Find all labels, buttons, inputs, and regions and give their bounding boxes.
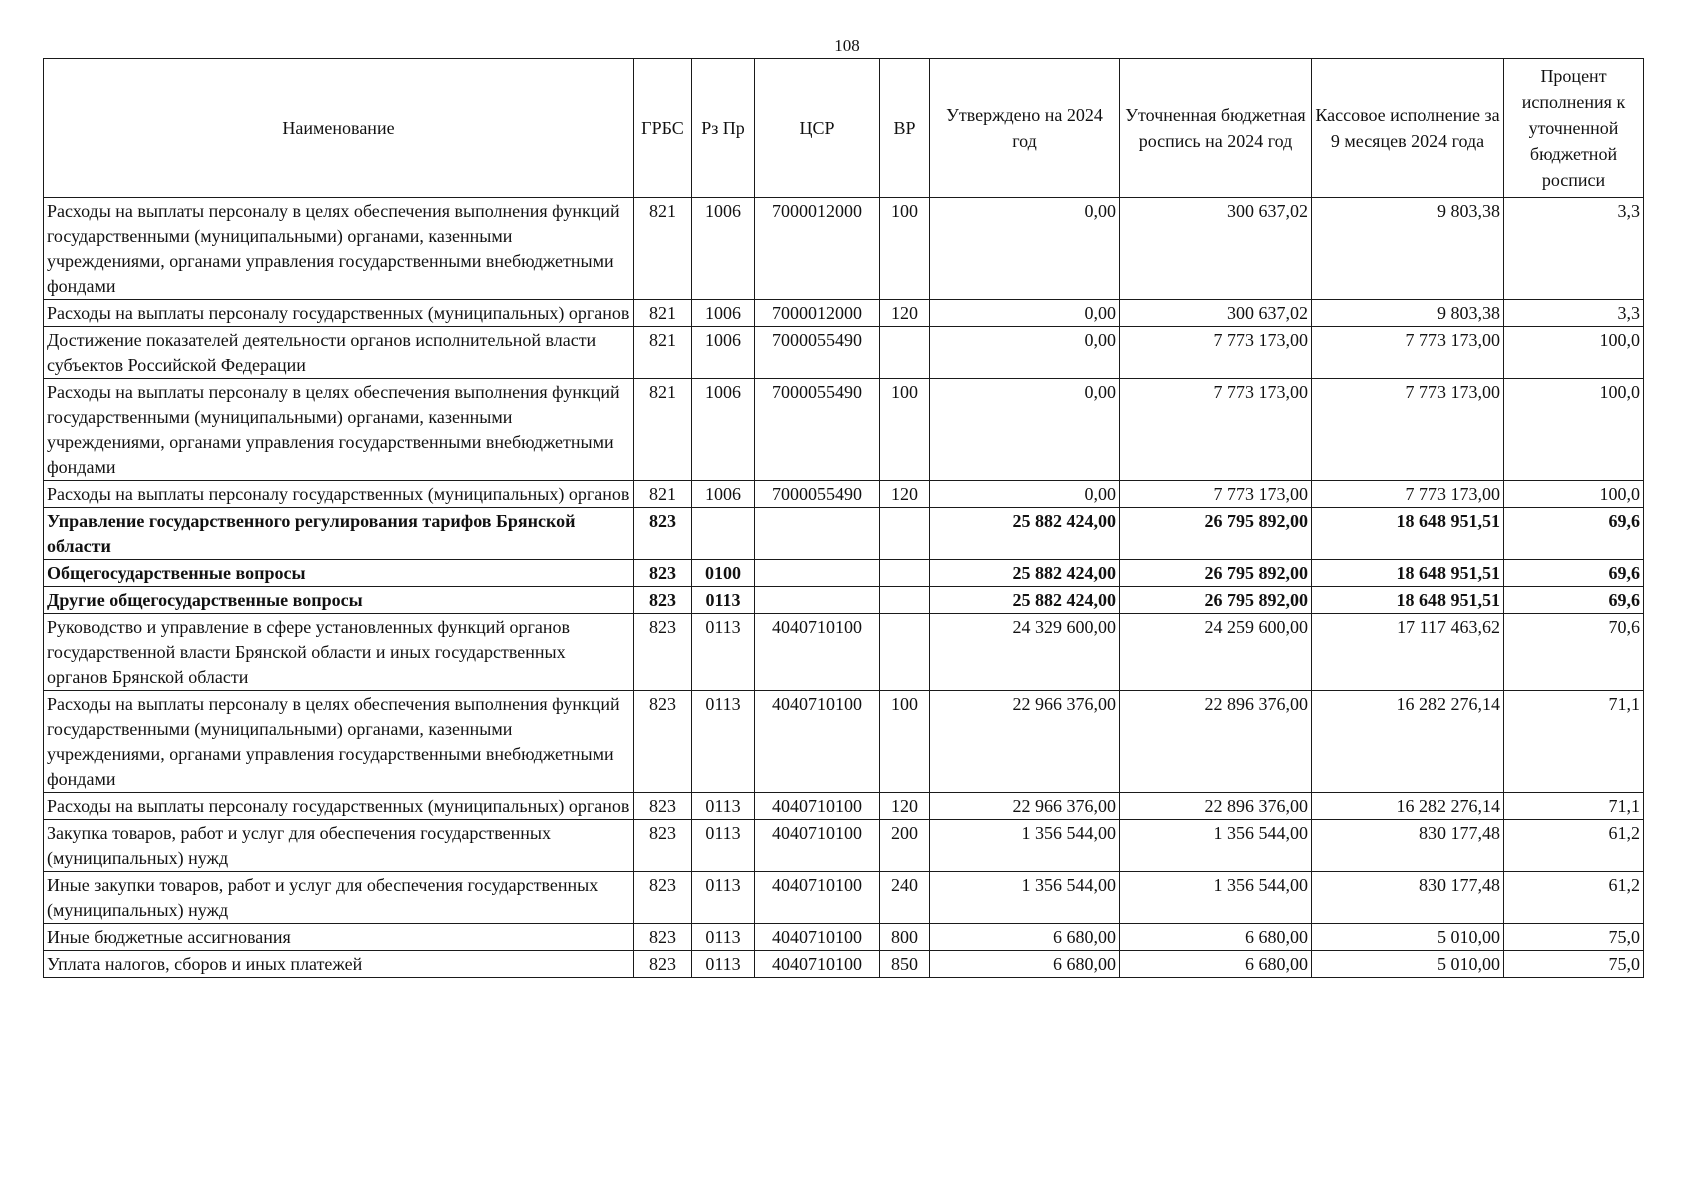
table-row bbox=[44, 924, 1644, 951]
cell-grbs: 821 bbox=[634, 379, 692, 481]
header-rzpr: Рз Пр bbox=[692, 59, 755, 198]
cell-refined: 6 680,00 bbox=[1120, 951, 1312, 978]
cell-csr: 4040710100 bbox=[755, 820, 880, 872]
header-approved: Утверждено на 2024 год bbox=[930, 59, 1120, 198]
cell-grbs: 821 bbox=[634, 198, 692, 300]
cell-csr: 7000055490 bbox=[755, 481, 880, 508]
cell-cash: 18 648 951,51 bbox=[1312, 508, 1504, 560]
cell-csr: 4040710100 bbox=[755, 793, 880, 820]
cell-name: Уплата налогов, сборов и иных платежей bbox=[44, 951, 634, 978]
cell-rzpr bbox=[692, 508, 755, 560]
cell-refined: 26 795 892,00 bbox=[1120, 508, 1312, 560]
table-row bbox=[44, 820, 1644, 872]
cell-csr: 7000055490 bbox=[755, 327, 880, 379]
cell-grbs: 823 bbox=[634, 560, 692, 587]
table-row bbox=[44, 560, 1644, 587]
cell-vr: 100 bbox=[880, 379, 930, 481]
cell-name: Расходы на выплаты персоналу государственных (муниципальных) органов bbox=[44, 793, 634, 820]
cell-vr: 100 bbox=[880, 691, 930, 793]
cell-csr: 4040710100 bbox=[755, 951, 880, 978]
cell-approved: 0,00 bbox=[930, 198, 1120, 300]
budget-table bbox=[43, 58, 1644, 978]
table-row bbox=[44, 481, 1644, 508]
cell-percent: 100,0 bbox=[1504, 379, 1644, 481]
cell-grbs: 821 bbox=[634, 300, 692, 327]
cell-approved: 6 680,00 bbox=[930, 951, 1120, 978]
table-row bbox=[44, 300, 1644, 327]
cell-vr: 120 bbox=[880, 481, 930, 508]
cell-approved: 24 329 600,00 bbox=[930, 614, 1120, 691]
header-grbs: ГРБС bbox=[634, 59, 692, 198]
cell-name: Закупка товаров, работ и услуг для обеспечения государственных (муниципальных) нужд bbox=[44, 820, 634, 872]
cell-csr: 7000012000 bbox=[755, 198, 880, 300]
cell-vr: 120 bbox=[880, 300, 930, 327]
cell-rzpr: 0113 bbox=[692, 924, 755, 951]
cell-name: Расходы на выплаты персоналу государственных (муниципальных) органов bbox=[44, 300, 634, 327]
page-number: 108 bbox=[834, 36, 860, 55]
cell-percent: 61,2 bbox=[1504, 820, 1644, 872]
cell-refined: 26 795 892,00 bbox=[1120, 560, 1312, 587]
cell-rzpr: 0113 bbox=[692, 951, 755, 978]
cell-percent: 69,6 bbox=[1504, 560, 1644, 587]
cell-csr bbox=[755, 587, 880, 614]
cell-rzpr: 0113 bbox=[692, 614, 755, 691]
cell-percent: 100,0 bbox=[1504, 481, 1644, 508]
cell-refined: 6 680,00 bbox=[1120, 924, 1312, 951]
cell-vr: 200 bbox=[880, 820, 930, 872]
cell-name: Общегосударственные вопросы bbox=[44, 560, 634, 587]
cell-cash: 9 803,38 bbox=[1312, 300, 1504, 327]
cell-vr bbox=[880, 614, 930, 691]
cell-refined: 7 773 173,00 bbox=[1120, 327, 1312, 379]
table-header-row bbox=[44, 59, 1644, 198]
cell-cash: 17 117 463,62 bbox=[1312, 614, 1504, 691]
cell-rzpr: 0113 bbox=[692, 820, 755, 872]
cell-rzpr: 1006 bbox=[692, 327, 755, 379]
cell-grbs: 821 bbox=[634, 327, 692, 379]
cell-approved: 0,00 bbox=[930, 300, 1120, 327]
cell-csr bbox=[755, 508, 880, 560]
cell-cash: 830 177,48 bbox=[1312, 872, 1504, 924]
table-row bbox=[44, 872, 1644, 924]
cell-approved: 0,00 bbox=[930, 481, 1120, 508]
cell-name: Расходы на выплаты персоналу в целях обеспечения выполнения функций государственными (муниципальными) органами, казенными учреждениями, органами управления государственными внебюджетными фондами bbox=[44, 198, 634, 300]
cell-percent: 70,6 bbox=[1504, 614, 1644, 691]
cell-grbs: 823 bbox=[634, 614, 692, 691]
cell-approved: 0,00 bbox=[930, 379, 1120, 481]
cell-vr bbox=[880, 508, 930, 560]
cell-cash: 5 010,00 bbox=[1312, 924, 1504, 951]
cell-name: Другие общегосударственные вопросы bbox=[44, 587, 634, 614]
cell-vr: 120 bbox=[880, 793, 930, 820]
cell-percent: 69,6 bbox=[1504, 587, 1644, 614]
cell-name: Руководство и управление в сфере установленных функций органов государственной власти Брянской области и иных государственных органов Брянской области bbox=[44, 614, 634, 691]
cell-vr bbox=[880, 327, 930, 379]
cell-vr: 100 bbox=[880, 198, 930, 300]
cell-refined: 7 773 173,00 bbox=[1120, 379, 1312, 481]
cell-rzpr: 0113 bbox=[692, 587, 755, 614]
cell-cash: 7 773 173,00 bbox=[1312, 481, 1504, 508]
cell-name: Расходы на выплаты персоналу государственных (муниципальных) органов bbox=[44, 481, 634, 508]
cell-grbs: 823 bbox=[634, 924, 692, 951]
cell-grbs: 823 bbox=[634, 793, 692, 820]
header-csr: ЦСР bbox=[755, 59, 880, 198]
table-row bbox=[44, 614, 1644, 691]
cell-csr: 7000055490 bbox=[755, 379, 880, 481]
cell-cash: 16 282 276,14 bbox=[1312, 691, 1504, 793]
cell-percent: 71,1 bbox=[1504, 691, 1644, 793]
cell-cash: 830 177,48 bbox=[1312, 820, 1504, 872]
cell-cash: 18 648 951,51 bbox=[1312, 587, 1504, 614]
cell-grbs: 823 bbox=[634, 951, 692, 978]
cell-csr: 4040710100 bbox=[755, 691, 880, 793]
cell-cash: 18 648 951,51 bbox=[1312, 560, 1504, 587]
cell-cash: 7 773 173,00 bbox=[1312, 327, 1504, 379]
cell-refined: 300 637,02 bbox=[1120, 300, 1312, 327]
header-percent: Процент исполнения к уточненной бюджетной росписи bbox=[1504, 59, 1644, 198]
cell-vr: 800 bbox=[880, 924, 930, 951]
cell-refined: 300 637,02 bbox=[1120, 198, 1312, 300]
cell-cash: 16 282 276,14 bbox=[1312, 793, 1504, 820]
header-name: Наименование bbox=[44, 59, 634, 198]
cell-name: Расходы на выплаты персоналу в целях обеспечения выполнения функций государственными (муниципальными) органами, казенными учреждениями, органами управления государственными внебюджетными фондами bbox=[44, 691, 634, 793]
table-row bbox=[44, 327, 1644, 379]
cell-vr bbox=[880, 587, 930, 614]
cell-rzpr: 1006 bbox=[692, 198, 755, 300]
cell-csr: 4040710100 bbox=[755, 924, 880, 951]
cell-name: Расходы на выплаты персоналу в целях обеспечения выполнения функций государственными (муниципальными) органами, казенными учреждениями, органами управления государственными внебюджетными фондами bbox=[44, 379, 634, 481]
cell-approved: 25 882 424,00 bbox=[930, 587, 1120, 614]
cell-refined: 7 773 173,00 bbox=[1120, 481, 1312, 508]
cell-name: Достижение показателей деятельности органов исполнительной власти субъектов Российской Федерации bbox=[44, 327, 634, 379]
header-cash: Кассовое исполнение за 9 месяцев 2024 года bbox=[1312, 59, 1504, 198]
cell-approved: 0,00 bbox=[930, 327, 1120, 379]
table-body bbox=[44, 198, 1644, 978]
cell-approved: 1 356 544,00 bbox=[930, 820, 1120, 872]
cell-refined: 22 896 376,00 bbox=[1120, 793, 1312, 820]
cell-approved: 25 882 424,00 bbox=[930, 508, 1120, 560]
cell-percent: 75,0 bbox=[1504, 951, 1644, 978]
cell-vr: 240 bbox=[880, 872, 930, 924]
cell-approved: 1 356 544,00 bbox=[930, 872, 1120, 924]
cell-percent: 69,6 bbox=[1504, 508, 1644, 560]
cell-vr bbox=[880, 560, 930, 587]
cell-percent: 3,3 bbox=[1504, 198, 1644, 300]
cell-grbs: 823 bbox=[634, 587, 692, 614]
table-row bbox=[44, 379, 1644, 481]
cell-rzpr: 0113 bbox=[692, 793, 755, 820]
cell-approved: 25 882 424,00 bbox=[930, 560, 1120, 587]
table-row bbox=[44, 587, 1644, 614]
cell-approved: 6 680,00 bbox=[930, 924, 1120, 951]
cell-vr: 850 bbox=[880, 951, 930, 978]
table-row bbox=[44, 793, 1644, 820]
cell-grbs: 823 bbox=[634, 508, 692, 560]
cell-csr: 7000012000 bbox=[755, 300, 880, 327]
cell-percent: 3,3 bbox=[1504, 300, 1644, 327]
cell-rzpr: 0113 bbox=[692, 872, 755, 924]
cell-percent: 75,0 bbox=[1504, 924, 1644, 951]
table-row bbox=[44, 691, 1644, 793]
cell-cash: 7 773 173,00 bbox=[1312, 379, 1504, 481]
cell-cash: 5 010,00 bbox=[1312, 951, 1504, 978]
cell-grbs: 823 bbox=[634, 820, 692, 872]
cell-rzpr: 1006 bbox=[692, 300, 755, 327]
cell-rzpr: 1006 bbox=[692, 481, 755, 508]
cell-approved: 22 966 376,00 bbox=[930, 691, 1120, 793]
cell-percent: 61,2 bbox=[1504, 872, 1644, 924]
cell-rzpr: 1006 bbox=[692, 379, 755, 481]
cell-rzpr: 0100 bbox=[692, 560, 755, 587]
cell-refined: 24 259 600,00 bbox=[1120, 614, 1312, 691]
cell-name: Управление государственного регулирования тарифов Брянской области bbox=[44, 508, 634, 560]
cell-name: Иные бюджетные ассигнования bbox=[44, 924, 634, 951]
cell-rzpr: 0113 bbox=[692, 691, 755, 793]
table-row bbox=[44, 198, 1644, 300]
cell-grbs: 823 bbox=[634, 691, 692, 793]
cell-approved: 22 966 376,00 bbox=[930, 793, 1120, 820]
cell-refined: 1 356 544,00 bbox=[1120, 820, 1312, 872]
cell-refined: 26 795 892,00 bbox=[1120, 587, 1312, 614]
table-row bbox=[44, 508, 1644, 560]
cell-refined: 1 356 544,00 bbox=[1120, 872, 1312, 924]
cell-csr: 4040710100 bbox=[755, 614, 880, 691]
cell-grbs: 823 bbox=[634, 872, 692, 924]
cell-csr bbox=[755, 560, 880, 587]
cell-name: Иные закупки товаров, работ и услуг для обеспечения государственных (муниципальных) нужд bbox=[44, 872, 634, 924]
cell-percent: 100,0 bbox=[1504, 327, 1644, 379]
header-refined: Уточненная бюджетная роспись на 2024 год bbox=[1120, 59, 1312, 198]
cell-percent: 71,1 bbox=[1504, 793, 1644, 820]
cell-grbs: 821 bbox=[634, 481, 692, 508]
cell-csr: 4040710100 bbox=[755, 872, 880, 924]
cell-cash: 9 803,38 bbox=[1312, 198, 1504, 300]
header-vr: ВР bbox=[880, 59, 930, 198]
table-row bbox=[44, 951, 1644, 978]
cell-refined: 22 896 376,00 bbox=[1120, 691, 1312, 793]
